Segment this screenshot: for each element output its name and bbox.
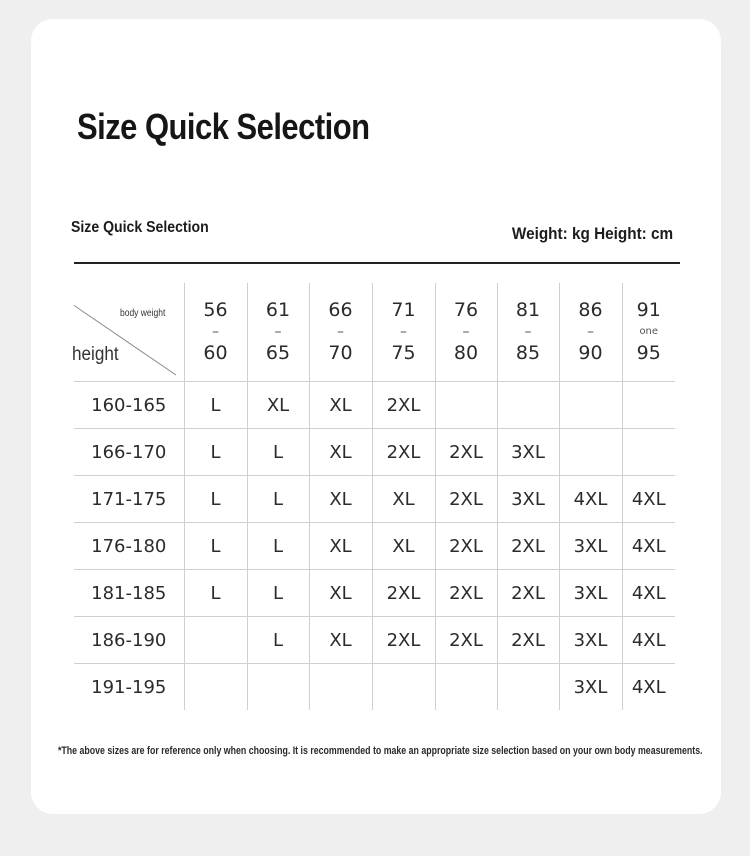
height-range-cell: 171-175 [74,476,184,523]
disclaimer-footnote: *The above sizes are for reference only when choosing. It is recommended to make an appropriate size selection based on your own body measurements. [58,745,703,757]
size-cell: XL [247,382,309,429]
size-cell: L [247,617,309,664]
height-range-cell: 191-195 [74,664,184,711]
size-cell [559,382,622,429]
size-cell: 4XL [622,476,675,523]
size-cell: 4XL [622,664,675,711]
size-cell: 2XL [497,523,559,570]
weight-range-header [309,283,372,382]
weight-to: 80 [453,342,479,364]
size-cell: L [184,523,247,570]
size-cell: XL [309,523,372,570]
weight-to: 95 [636,342,661,364]
weight-range-header [559,283,622,382]
size-cell [184,664,247,711]
weight-separator: – [462,324,470,340]
size-cell: 4XL [622,523,675,570]
weight-from: 76 [453,299,479,321]
size-cell: XL [372,523,435,570]
body-weight-label: body weight [120,308,166,319]
corner-cell [74,283,184,382]
size-cell [435,664,497,711]
size-cell: L [184,570,247,617]
weight-separator: one [639,326,659,337]
table-subtitle: Size Quick Selection [71,219,209,236]
size-cell: 2XL [435,570,497,617]
height-range-cell: 181-185 [74,570,184,617]
size-cell: L [184,382,247,429]
table-row [74,664,675,711]
weight-range-header [622,283,675,382]
size-cell: 2XL [435,617,497,664]
weight-header-row [74,283,675,382]
size-chart-table [74,283,675,710]
size-cell: 2XL [372,617,435,664]
table-row [74,570,675,617]
weight-separator: – [524,324,532,340]
weight-separator: – [212,324,219,340]
height-range-cell: 166-170 [74,429,184,476]
size-cell: XL [309,382,372,429]
weight-to: 75 [391,342,416,364]
weight-from: 56 [203,299,228,321]
table-row [74,429,675,476]
units-label: Weight: kg Height: cm [511,224,673,243]
size-cell [622,382,675,429]
size-cell: XL [309,570,372,617]
size-cell: XL [372,476,435,523]
height-range-cell: 176-180 [74,523,184,570]
height-range-cell: 160-165 [74,382,184,429]
size-cell: 4XL [622,617,675,664]
weight-from: 81 [515,299,541,321]
size-cell: L [184,476,247,523]
weight-range-header [372,283,435,382]
size-cell: L [247,570,309,617]
size-cell: L [247,523,309,570]
weight-separator: – [274,324,282,340]
size-cell: XL [309,476,372,523]
weight-separator: – [337,324,344,340]
weight-from: 71 [391,299,416,321]
table-row [74,476,675,523]
size-cell [622,429,675,476]
size-cell [435,382,497,429]
size-cell: 2XL [372,570,435,617]
weight-from: 91 [636,299,661,321]
size-cell [372,664,435,711]
weight-to: 85 [515,342,541,364]
size-cell: 3XL [497,476,559,523]
size-cell: 3XL [559,617,622,664]
weight-range-header [184,283,247,382]
size-cell: L [184,429,247,476]
weight-to: 90 [578,342,603,364]
weight-to: 65 [265,342,291,364]
header-divider [74,262,680,264]
weight-from: 86 [578,299,603,321]
size-cell: L [247,476,309,523]
height-range-cell: 186-190 [74,617,184,664]
size-cell [247,664,309,711]
size-cell: 2XL [497,617,559,664]
size-cell [309,664,372,711]
size-cell: 2XL [372,429,435,476]
size-cell: L [247,429,309,476]
size-cell: 4XL [559,476,622,523]
size-cell [184,617,247,664]
size-cell: 2XL [497,570,559,617]
weight-range-header [435,283,497,382]
size-cell: 2XL [435,476,497,523]
size-cell: 3XL [497,429,559,476]
size-cell: XL [309,429,372,476]
page-title: Size Quick Selection [77,106,370,147]
weight-from: 61 [265,299,291,321]
weight-range-header [497,283,559,382]
size-cell: 3XL [559,664,622,711]
size-cell: 2XL [435,429,497,476]
size-cell: 2XL [435,523,497,570]
size-cell: 2XL [372,382,435,429]
weight-separator: – [400,324,407,340]
diagonal-line [74,283,184,381]
size-cell [559,429,622,476]
table-row [74,617,675,664]
size-cell [497,382,559,429]
table-row [74,382,675,429]
table-row [74,523,675,570]
weight-from: 66 [328,299,353,321]
size-cell: 4XL [622,570,675,617]
weight-separator: – [587,324,594,340]
size-cell: 3XL [559,523,622,570]
size-cell: XL [309,617,372,664]
size-cell [497,664,559,711]
weight-to: 60 [203,342,228,364]
weight-to: 70 [328,342,353,364]
height-axis-label: height [72,344,119,365]
size-cell: 3XL [559,570,622,617]
weight-range-header [247,283,309,382]
